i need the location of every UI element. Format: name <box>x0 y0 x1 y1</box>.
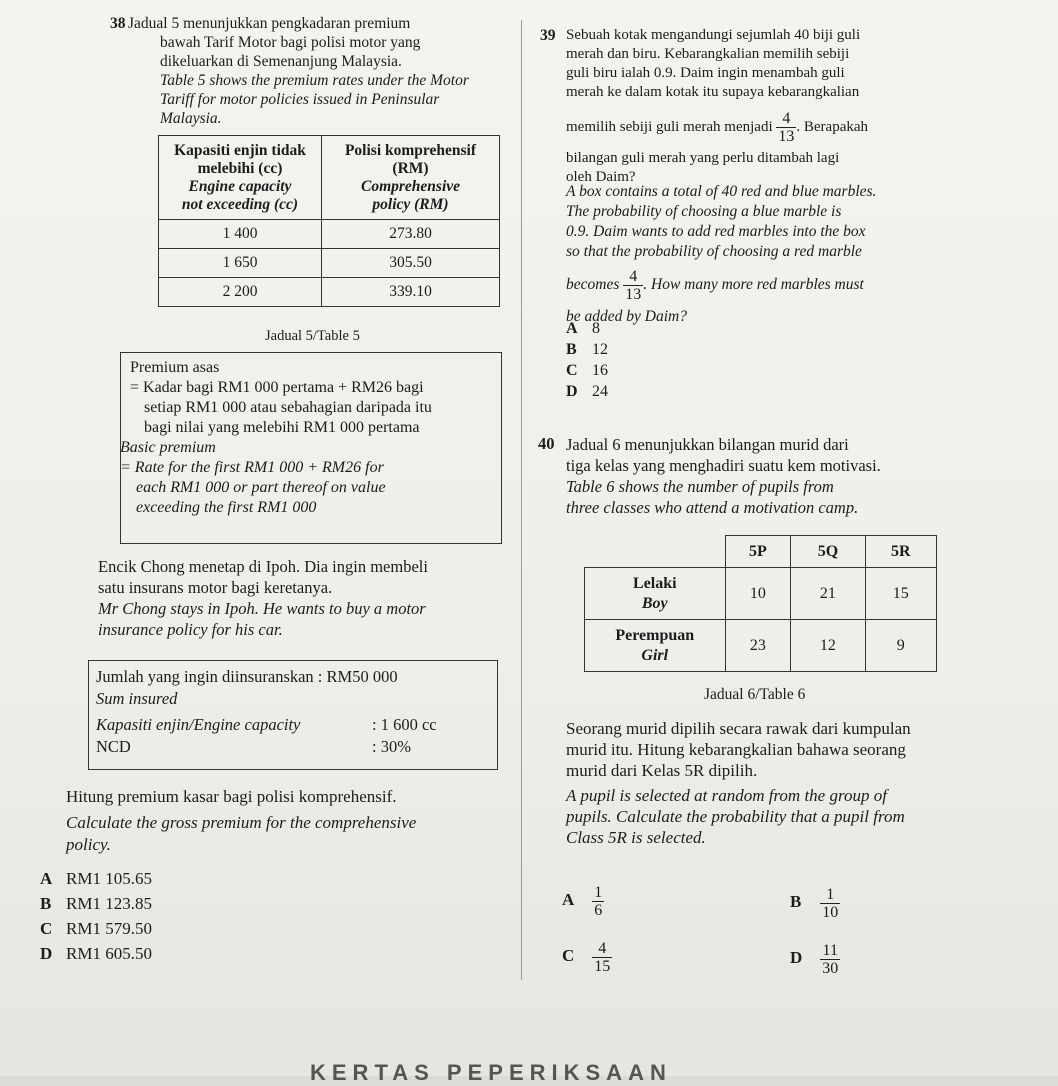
q39-number: 39 <box>540 27 556 44</box>
table-cell: 10 <box>725 568 791 620</box>
q38-option-a[interactable] <box>40 866 152 891</box>
header-text: (RM) <box>392 159 429 177</box>
table-row <box>159 249 500 278</box>
table6-col-header: 5P <box>725 536 791 568</box>
q39-en-text <box>566 182 931 327</box>
option-fraction <box>592 940 612 975</box>
option-letter: B <box>40 894 52 913</box>
q39-en-line: be added by Daim? <box>566 308 687 325</box>
q38-question-en-line: policy. <box>66 835 111 854</box>
table6-col-header: 5Q <box>791 536 865 568</box>
table-cell: 21 <box>791 568 865 620</box>
row-label-en: Boy <box>641 594 668 612</box>
table-6 <box>584 535 937 672</box>
q38-intro-en-line: Tariff for motor policies issued in Peninsular <box>160 91 440 108</box>
q40-option-b[interactable] <box>790 886 840 921</box>
q38-story-en-line: insurance policy for his car. <box>98 620 283 639</box>
premium-title-en: Basic premium <box>120 439 216 456</box>
table6-row-label <box>585 620 726 672</box>
fraction-denominator: 30 <box>822 960 839 977</box>
premium-en-line: = Rate for the first RM1 000 + RM26 for <box>120 459 384 476</box>
premium-ms-line: bagi nilai yang melebihi RM1 000 pertama <box>144 419 420 436</box>
fraction-numerator: 1 <box>594 884 603 901</box>
option-text: RM1 579.50 <box>66 919 152 938</box>
q40-option-c[interactable] <box>562 940 612 975</box>
option-letter: D <box>790 948 803 968</box>
q38-story-ms-line: Encik Chong menetap di Ipoh. Dia ingin membeli <box>98 557 428 576</box>
premium-title-ms: Premium asas <box>130 359 220 376</box>
premium-en-line: exceeding the first RM1 000 <box>136 499 317 516</box>
q39-ms-line: oleh Daim? <box>566 169 636 185</box>
fraction-denominator: 10 <box>822 904 839 921</box>
q38-option-d[interactable] <box>40 941 152 966</box>
column-divider <box>521 20 522 980</box>
q40-option-a[interactable] <box>562 884 604 919</box>
q38-story-en-line: Mr Chong stays in Ipoh. He wants to buy a motor <box>98 599 426 618</box>
q39-ms-line: merah ke dalam kotak itu supaya kebarangkalian <box>566 84 860 100</box>
q38-story <box>98 556 508 640</box>
option-letter: B <box>566 341 577 358</box>
option-letter: D <box>566 383 578 400</box>
table5-header-policy <box>322 136 500 220</box>
q39-option-c[interactable] <box>566 360 608 381</box>
q39-en-frac-pre: becomes <box>566 276 620 294</box>
table5-header-capacity <box>159 136 322 220</box>
q39-option-b[interactable] <box>566 339 608 360</box>
table6-caption: Jadual 6/Table 6 <box>704 686 806 703</box>
option-text: 12 <box>592 341 608 358</box>
q39-en-line: A box contains a total of 40 red and blue marbles. <box>566 183 877 200</box>
fraction-denominator: 13 <box>778 128 795 145</box>
fraction-numerator: 4 <box>776 110 796 128</box>
header-text: Polisi komprehensif <box>344 141 477 159</box>
option-text: 16 <box>592 362 608 379</box>
table-cell: 15 <box>865 568 936 620</box>
table-cell: 2 200 <box>159 278 322 307</box>
option-text: 8 <box>592 320 600 337</box>
table-row <box>585 568 937 620</box>
q39-ms-line: bilangan guli merah yang perlu ditambah lagi <box>566 150 840 166</box>
q40-ms-line: Jadual 6 menunjukkan bilangan murid dari <box>566 435 849 454</box>
q40-question <box>566 718 986 848</box>
q38-intro-en-line: Malaysia. <box>160 110 222 127</box>
q40-question-en-line: pupils. Calculate the probability that a pupil from <box>566 807 905 826</box>
table-row <box>585 620 937 672</box>
table-cell: 339.10 <box>322 278 500 307</box>
ncd-value: : 30% <box>372 737 411 756</box>
fraction-denominator: 13 <box>625 286 642 303</box>
q38-intro-en-line: Table 5 shows the premium rates under the Motor <box>160 72 469 89</box>
table-cell: 305.50 <box>322 249 500 278</box>
header-text: melebihi (cc) <box>197 159 283 177</box>
table-cell: 9 <box>865 620 936 672</box>
q38-question <box>66 786 516 856</box>
option-text: RM1 605.50 <box>66 944 152 963</box>
q40-ms-line: tiga kelas yang menghadiri suatu kem motivasi. <box>566 456 881 475</box>
header-text: not exceeding (cc) <box>181 195 299 213</box>
q38-intro-ms-line: Jadual 5 menunjukkan pengkadaran premium <box>128 15 411 32</box>
q39-en-line: The probability of choosing a blue marble is <box>566 203 842 220</box>
table-row <box>159 220 500 249</box>
table-cell: 1 650 <box>159 249 322 278</box>
q39-ms-line: merah dan biru. Kebarangkalian memilih sebiji <box>566 46 850 62</box>
option-letter: A <box>562 890 575 910</box>
premium-ms-line: setiap RM1 000 atau sebahagian daripada itu <box>144 399 432 416</box>
q38-question-ms: Hitung premium kasar bagi polisi komprehensif. <box>66 787 397 806</box>
option-text: 24 <box>592 383 608 400</box>
q38-option-b[interactable] <box>40 891 152 916</box>
engine-capacity-label: Kapasiti enjin/Engine capacity <box>96 715 301 734</box>
header-text: policy (RM) <box>372 195 449 213</box>
q38-intro <box>110 14 513 128</box>
q40-number: 40 <box>538 434 555 453</box>
option-letter: A <box>40 869 53 888</box>
q40-question-ms-line: Seorang murid dipilih secara rawak dari kumpulan <box>566 719 911 738</box>
table6-col-header: 5R <box>865 536 936 568</box>
q38-story-ms-line: satu insurans motor bagi keretanya. <box>98 578 333 597</box>
option-letter: B <box>790 892 802 912</box>
premium-en-line: each RM1 000 or part thereof on value <box>136 479 386 496</box>
q39-ms-frac-post: . Berapakah <box>796 118 869 135</box>
premium-box-text <box>120 358 500 518</box>
q40-question-ms-line: murid itu. Hitung kebarangkalian bahawa seorang <box>566 740 906 759</box>
row-label-ms: Lelaki <box>632 574 677 592</box>
q40-en-line: Table 6 shows the number of pupils from <box>566 477 834 496</box>
row-label-en: Girl <box>641 646 669 664</box>
q38-number: 38 <box>110 15 126 32</box>
option-letter: D <box>40 944 53 963</box>
insurance-info-text <box>96 666 496 758</box>
table-cell: 12 <box>791 620 865 672</box>
table5-caption: Jadual 5/Table 5 <box>265 328 360 344</box>
q38-options <box>40 866 152 966</box>
q40-intro <box>566 434 941 518</box>
ncd-label: NCD <box>96 737 131 756</box>
q39-ms-line: Sebuah kotak mengandungi sejumlah 40 biji guli <box>566 27 861 43</box>
q39-options <box>566 318 608 402</box>
q40-en-line: three classes who attend a motivation camp. <box>566 498 859 517</box>
q38-intro-ms-line: dikeluarkan di Semenanjung Malaysia. <box>160 53 402 70</box>
q40-question-en-line: Class 5R is selected. <box>566 828 706 847</box>
q39-option-d[interactable] <box>566 381 608 402</box>
q40-question-ms-line: murid dari Kelas 5R dipilih. <box>566 761 758 780</box>
option-letter: C <box>562 946 575 966</box>
q39-en-fraction <box>623 268 643 303</box>
q40-option-d[interactable] <box>790 942 840 977</box>
header-text: Engine capacity <box>188 177 292 195</box>
q39-en-line: so that the probability of choosing a red marble <box>566 243 862 260</box>
table-cell: 23 <box>725 620 791 672</box>
sum-insured-ms: Jumlah yang ingin diinsuranskan : RM50 000 <box>96 667 398 686</box>
header-text: Comprehensive <box>360 177 461 195</box>
q39-ms-text <box>566 26 926 187</box>
q40-question-en-line: A pupil is selected at random from the group of <box>566 786 887 805</box>
fraction-denominator: 15 <box>594 958 611 975</box>
fraction-numerator: 4 <box>592 940 612 958</box>
q38-question-en-line: Calculate the gross premium for the comprehensive <box>66 813 417 832</box>
option-letter: C <box>40 919 53 938</box>
table-cell: 1 400 <box>159 220 322 249</box>
row-label-ms: Perempuan <box>615 626 695 644</box>
q39-en-line: 0.9. Daim wants to add red marbles into the box <box>566 223 866 240</box>
header-text: Kapasiti enjin tidak <box>174 141 306 159</box>
q39-option-a[interactable] <box>566 318 608 339</box>
fraction-numerator: 11 <box>820 942 840 960</box>
option-fraction <box>820 942 840 977</box>
fraction-denominator: 6 <box>594 902 603 919</box>
option-fraction <box>592 884 604 919</box>
option-text: RM1 105.65 <box>66 869 152 888</box>
table-cell: 273.80 <box>322 220 500 249</box>
table-5 <box>158 135 500 307</box>
footer-partial-text: KERTAS PEPERIKSAAN <box>310 1060 672 1085</box>
q38-intro-ms-line: bawah Tarif Motor bagi polisi motor yang <box>160 34 421 51</box>
option-fraction <box>820 886 840 921</box>
q39-ms-frac-pre: memilih sebiji guli merah menjadi <box>566 118 773 135</box>
fraction-numerator: 4 <box>623 268 643 286</box>
engine-capacity-value: : 1 600 cc <box>372 715 437 734</box>
option-text: RM1 123.85 <box>66 894 152 913</box>
table6-corner <box>585 536 726 568</box>
option-letter: A <box>566 320 578 337</box>
option-letter: C <box>566 362 578 379</box>
sum-insured-en: Sum insured <box>96 689 178 708</box>
q39-ms-fraction <box>776 110 796 145</box>
q39-ms-line: guli biru ialah 0.9. Daim ingin menambah guli <box>566 65 845 81</box>
premium-ms-line: = Kadar bagi RM1 000 pertama + RM26 bagi <box>130 379 424 396</box>
fraction-numerator: 1 <box>820 886 840 904</box>
q38-option-c[interactable] <box>40 916 152 941</box>
table6-row-label <box>585 568 726 620</box>
q39-en-frac-post: . How many more red marbles must <box>643 276 864 294</box>
table-row <box>159 278 500 307</box>
